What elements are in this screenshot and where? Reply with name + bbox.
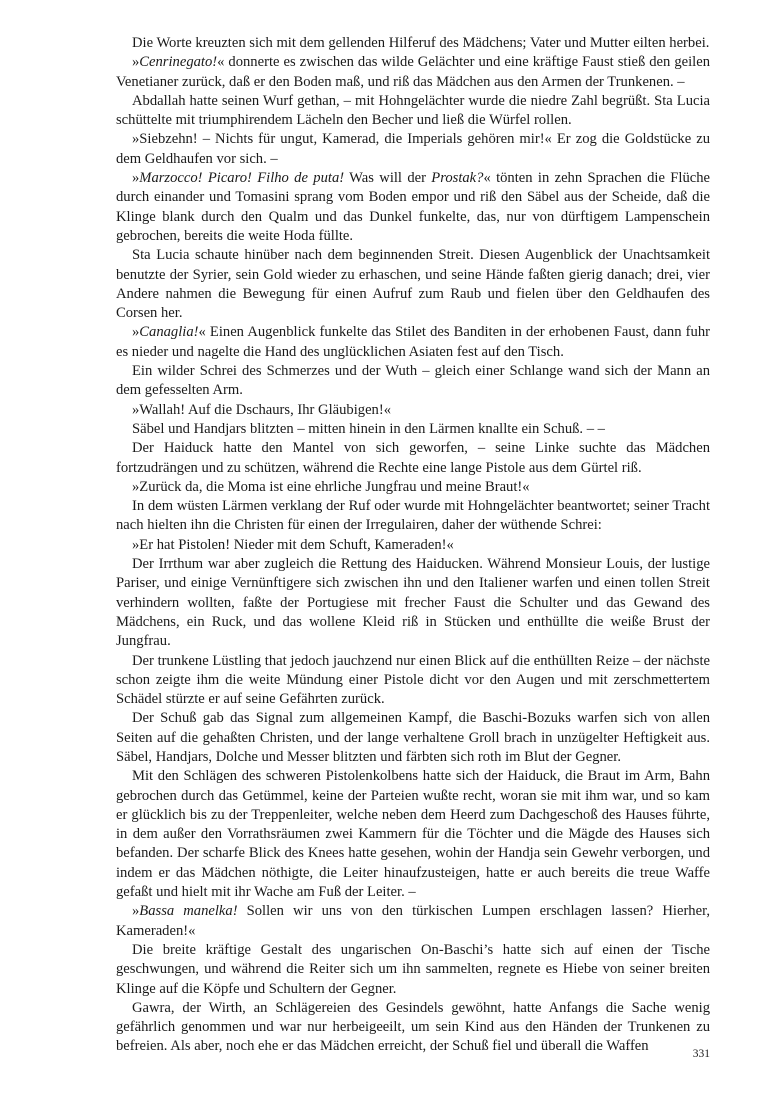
page-number: 331 — [692, 1048, 710, 1060]
text-run: Mit den Schlägen des schweren Pistolenkolbens hatte sich der Haiduck, die Braut im Arm, Bahn gebrochen durch das Getümmel, keine der Parteien wußte recht, woran sie mit ihm war, und so kam er glücklich bis zu der Treppenleiter, welche neben dem Heerd zum Dachgeschoß des Hauses führte, in dem außer den Vorrathsräumen zwei Kammern für die Töchter und die Mägde des Hauses sich befanden. Der scharfe Blick des Knees hatte gesehen, wohin der Handja sein Gewehr verborgen, und indem er das Mädchen nöthigte, die Leiter hinaufzusteigen, hatte er auch bereits die treue Waffe gefaßt und hielt mit ihr Wache am Fuß der Leiter. – — [116, 768, 710, 901]
paragraph — [116, 555, 710, 651]
paragraph — [116, 169, 710, 246]
italic-text: Prostak? — [431, 170, 484, 187]
text-run: Sollen wir uns von den türkischen Lumpen erschlagen lassen? Hierher, Kameraden!« — [116, 903, 710, 939]
paragraph — [116, 652, 710, 710]
italic-text: Canaglia! — [139, 324, 199, 341]
text-run: « Einen Augenblick funkelte das Stilet des Banditen in der erhobenen Faust, dann fuhr es nieder und nagelte die Hand des unglücklichen Asiaten fest auf den Tisch. — [116, 324, 710, 360]
paragraph — [116, 941, 710, 999]
text-run: » — [132, 170, 140, 187]
paragraph — [116, 401, 710, 420]
text-run: Säbel und Handjars blitzten – mitten hinein in den Lärmen knallte ein Schuß. – – — [132, 420, 605, 437]
paragraph — [116, 497, 710, 536]
text-run: « donnerte es zwischen das wilde Gelächter und eine kräftige Faust stieß den geilen Venetianer zurück, daß er den Boden maß, und riß das Mädchen aus den Armen der Trunkenen. – — [116, 54, 710, 90]
text-run: Ein wilder Schrei des Schmerzes und der Wuth – gleich einer Schlange wand sich der Mann an dem gefesselten Arm. — [116, 363, 710, 399]
text-run: Der Haiduck hatte den Mantel von sich geworfen, – seine Linke suchte das Mädchen fortzudrängen und zu schützen, während die Rechte eine lange Pistole aus dem Gürtel riß. — [116, 440, 710, 476]
paragraph — [116, 999, 710, 1057]
text-run: Was will der — [344, 170, 432, 187]
text-run: »Wallah! Auf die Dschaurs, Ihr Gläubigen!« — [132, 401, 392, 418]
text-run: Die Worte kreuzten sich mit dem gellenden Hilferuf des Mädchens; Vater und Mutter eilten herbei. — [132, 35, 710, 51]
paragraph — [116, 478, 710, 497]
body-text — [116, 34, 710, 1057]
text-run: » — [132, 903, 140, 920]
paragraph — [116, 767, 710, 902]
paragraph — [116, 92, 710, 131]
paragraph — [116, 34, 710, 53]
paragraph — [116, 246, 710, 323]
paragraph — [116, 439, 710, 478]
italic-text: Marzocco! Picaro! Filho de puta! — [139, 170, 345, 187]
text-run: « tönten in zehn Sprachen die Flüche durch einander und Tomasini sprang vom Boden empor und riß den Säbel aus der Scheide, daß die Klinge blank durch den Qualm und das Dunkel funkelte, das, nur von dürftigem Lampenschein gebrochen, bereits die weite Hoda füllte. — [116, 170, 710, 244]
text-run: Gawra, der Wirth, an Schlägereien des Gesindels gewöhnt, hatte Anfangs die Sache wenig gefährlich genommen und war nur herbeigeeilt, um sein Kind aus den Händen der Trunkenen zu befreien. Als aber, noch ehe er das Mädchen erreicht, der Schuß fiel und überall die Waffen — [116, 999, 710, 1055]
text-run: »Siebzehn! – Nichts für ungut, Kamerad, die Imperials gehören mir!« Er zog die Goldstücke zu dem Geldhaufen vor sich. – — [116, 131, 710, 167]
paragraph — [116, 323, 710, 362]
text-run: Abdallah hatte seinen Wurf gethan, – mit Hohngelächter wurde die niedre Zahl begrüßt. Sta Lucia schüttelte mit triumphirendem Lächeln den Becher und ließ die Würfel rollen. — [116, 92, 710, 129]
italic-text: Cenrinegato! — [139, 54, 218, 71]
italic-text: Bassa manelka! — [139, 903, 238, 920]
paragraph — [116, 420, 710, 439]
paragraph — [116, 53, 710, 92]
text-run: Die breite kräftige Gestalt des ungarischen On-Baschi’s hatte sich auf einen der Tische geschwungen, und während die Reiter sich um ihn sammelten, regnete es Hiebe von seiner breiten Klinge auf die Köpfe und Schultern der Gegner. — [116, 941, 710, 997]
paragraph — [116, 536, 710, 555]
text-run: Der Schuß gab das Signal zum allgemeinen Kampf, die Baschi-Bozuks warfen sich von allen Seiten auf die gehaßten Christen, und der lange verhaltene Groll brach in unzügelter Heftigkeit aus. Säbel, Handjars, Dolche und Messer blitzten und färbten sich roth im Blut der Gegner. — [116, 710, 710, 765]
text-run: »Zurück da, die Moma ist eine ehrliche Jungfrau und meine Braut!« — [132, 478, 530, 495]
paragraph — [116, 130, 710, 169]
text-run: » — [132, 54, 140, 71]
text-run: In dem wüsten Lärmen verklang der Ruf oder wurde mit Hohngelächter beantwortet; seiner Tracht nach hielten ihn die Christen für einen der Irregulairen, daher der wüthende Schrei: — [116, 498, 710, 534]
text-run: Der Irrthum war aber zugleich die Rettung des Haiducken. Während Monsieur Louis, der lustige Pariser, und einige Vernünftigere sich zwischen ihn und den Italiener warfen und einen tollen Streit verhindern wollten, faßte der Portugiese mit frecher Faust die Schulter und das Gewand des Mädchens, ein Ruck, und das wollene Kleid riß in Stücken und enthüllte die weiße Brust der Jungfrau. — [116, 556, 710, 650]
text-run: Sta Lucia schaute hinüber nach dem beginnenden Streit. Diesen Augenblick der Unachtsamkeit benutzte der Syrier, sein Gold wieder zu erhaschen, und seine Hände faßten gierig danach; drei, vier Andere nahmen die Bewegung für einen Aufruf zum Raub und fielen über den Geldhaufen des Corsen her. — [116, 247, 710, 322]
paragraph — [116, 362, 710, 401]
paragraph — [116, 709, 710, 767]
paragraph — [116, 902, 710, 941]
text-run: Der trunkene Lüstling that jedoch jauchzend nur einen Blick auf die enthüllten Reize – der nächste schon zeigte ihm die weite Mündung einer Pistole dicht vor den Augen und mit zerschmettertem Schädel stürzte er auf seine Gefährten zurück. — [116, 652, 710, 708]
text-run: » — [132, 324, 140, 341]
text-run: »Er hat Pistolen! Nieder mit dem Schuft, Kameraden!« — [132, 536, 454, 553]
